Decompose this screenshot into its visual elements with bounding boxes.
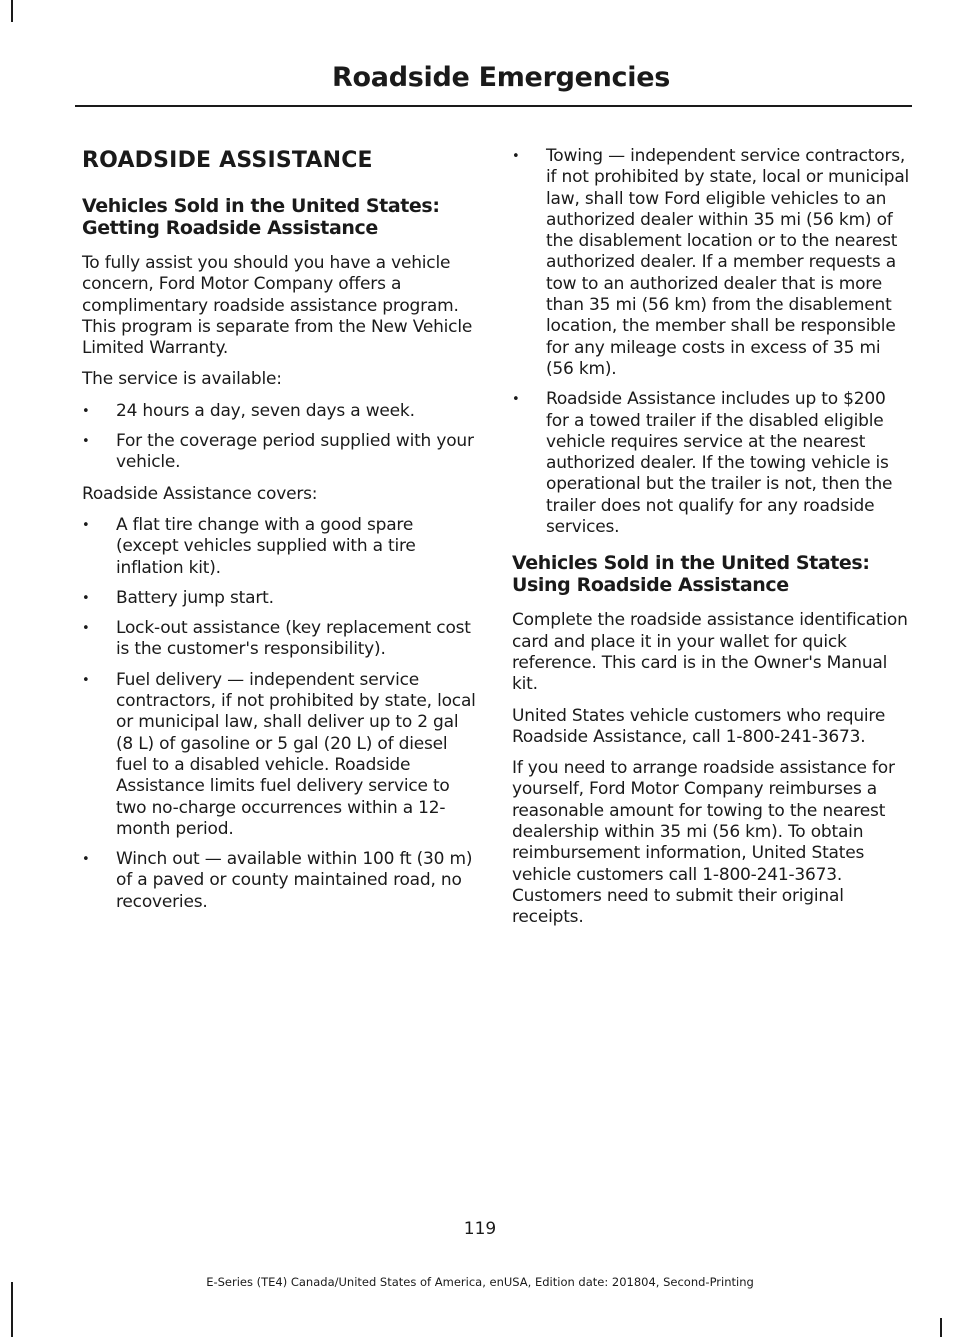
list-item: • A flat tire change with a good spare (except vehicles supplied with a tire inflation kit). (82, 515, 478, 579)
list-item: • Battery jump start. (82, 588, 478, 609)
list-item: • 24 hours a day, seven days a week. (82, 401, 478, 422)
subsection-heading-getting: Vehicles Sold in the United States: Getting Roadside Assistance (82, 195, 440, 239)
covers-list-continued (512, 146, 910, 538)
right-column (512, 146, 910, 939)
left-column (82, 148, 478, 923)
paragraph: If you need to arrange roadside assistance for yourself, Ford Motor Company reimburses a reasonable amount for towing to the nearest dealership within 35 mi (56 km). To obtain reimbursement information, United States vehicle customers call 1-800-241-3673. Customers need to submit their original receipts. (512, 758, 895, 928)
header-divider (75, 105, 912, 107)
intro-paragraph: To fully assist you should you have a vehicle concern, Ford Motor Company offers a complimentary roadside assistance program. This program is separate from the New Vehicle Limited Warranty. (82, 253, 473, 359)
subsection-heading-using: Vehicles Sold in the United States: Using Roadside Assistance (512, 552, 870, 597)
paragraph: Complete the roadside assistance identification card and place it in your wallet for quick reference. This card is in the Owner's Manual kit. (512, 610, 908, 695)
edition-footer: E-Series (TE4) Canada/United States of America, enUSA, Edition date: 201804, Second-Printing (206, 1275, 754, 1289)
list-item: • Roadside Assistance includes up to $200 for a towed trailer if the disabled eligible vehicle requires service at the nearest authorized dealer. If the towing vehicle is operational but the trailer is not, then the trailer does not qualify for any roadside services. (512, 389, 910, 538)
paragraph: United States vehicle customers who require Roadside Assistance, call 1-800-241-3673. (512, 705, 886, 747)
covers-label: Roadside Assistance covers: (82, 483, 318, 504)
available-label: The service is available: (82, 369, 282, 390)
page-number: 119 (463, 1219, 497, 1239)
section-heading: ROADSIDE ASSISTANCE (82, 148, 373, 173)
list-item: • Fuel delivery — independent service contractors, if not prohibited by state, local or municipal law, shall deliver up to 2 gal (8 L) of gasoline or 5 gal (20 L) of diesel fuel to a disabled vehicle. Roadside Assistance limits fuel delivery service to two no-charge occurrences within a 12-month period. (82, 670, 478, 840)
page-header-title: Roadside Emergencies (332, 62, 670, 93)
list-item: • For the coverage period supplied with your vehicle. (82, 431, 478, 474)
crop-mark-bottom-left (11, 1282, 13, 1337)
list-item: • Towing — independent service contractors, if not prohibited by state, local or municipal law, shall tow Ford eligible vehicles to an authorized dealer within 35 mi (56 km) of the disablement location or to the nearest authorized dealer. If a member requests a tow to an authorized dealer that is more than 35 mi (56 km) from the disablement location, the member shall be responsible for any mileage costs in excess of 35 mi (56 km). (512, 146, 910, 380)
crop-mark-bottom-right (940, 1318, 942, 1337)
crop-mark-top-left (11, 0, 13, 22)
list-item: • Lock-out assistance (key replacement cost is the customer's responsibility). (82, 618, 478, 661)
available-list (82, 401, 478, 474)
list-item: • Winch out — available within 100 ft (30 m) of a paved or county maintained road, no recoveries. (82, 849, 478, 913)
covers-list (82, 515, 478, 913)
